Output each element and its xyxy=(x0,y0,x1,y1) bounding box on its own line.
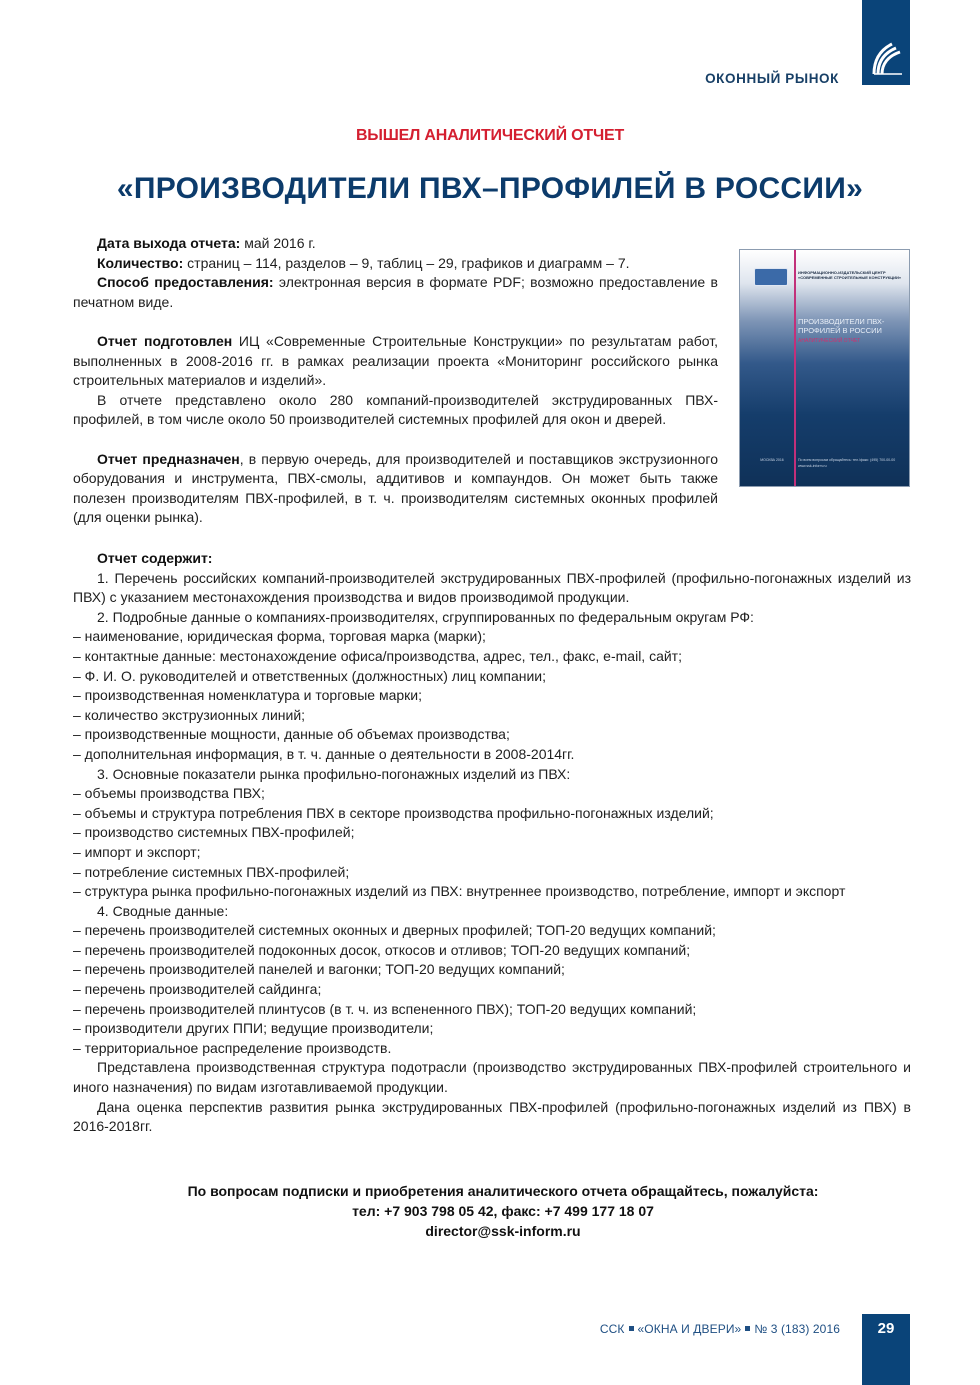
release-date: Дата выхода отчета: май 2016 г. xyxy=(97,235,316,251)
list-item: – производственные мощности, данные об объемах производства; xyxy=(73,726,510,743)
list-item: – импорт и экспорт; xyxy=(73,843,201,860)
list-item: – Ф. И. О. руководителей и ответственных (должностных) лиц компании; xyxy=(73,667,546,684)
delivery-method: Способ предоставления: электронная версия в формате PDF; возможно предоставление в печатном виде. xyxy=(73,274,718,310)
kicker: ВЫШЕЛ АНАЛИТИЧЕСКИЙ ОТЧЕТ xyxy=(355,127,625,144)
list-item: – наименование, юридическая форма, торговая марка (марки); xyxy=(73,628,486,645)
footer-issue-info: ССК «ОКНА И ДВЕРИ» № 3 (183) 2016 xyxy=(599,1322,840,1336)
cover-subtitle: АНАЛИТИЧЕСКИЙ ОТЧЕТ xyxy=(798,338,861,344)
list-item: – перечень производителей сайдинга; xyxy=(73,981,322,998)
separator-square-icon xyxy=(745,1326,750,1331)
separator-square-icon xyxy=(629,1326,634,1331)
cover-city: МОСКВА 2016 xyxy=(760,458,784,462)
list-item: 3. Основные показатели рынка профильно-погонажных изделий из ПВХ: xyxy=(97,765,571,782)
cover-accent-line xyxy=(794,250,796,486)
cover-org: ИНФОРМАЦИОННО-ИЗДАТЕЛЬСКИЙ ЦЕНТР «СОВРЕМЕННЫЕ СТРОИТЕЛЬНЫЕ КОНСТРУКЦИИ» xyxy=(798,270,902,280)
prepared-by: Отчет подготовлен ИЦ «Современные Строительные Конструкции» по результатам работ, выполненных в 2008-2016 гг. в рамках реализации проекта «Мониторинг российского рынка строительных материалов и изделий». xyxy=(73,332,718,389)
section-label: ОКОННЫЙ РЫНОК xyxy=(705,71,839,86)
cover-contacts: По всем вопросам обращайтесь: тел./факс: (495) 700-00-00 www.ssk-inform.ru xyxy=(798,458,896,468)
report-cover-image xyxy=(739,249,910,487)
contact-intro: По вопросам подписки и приобретения аналитического отчета обращайтесь, пожалуйста: xyxy=(187,1183,819,1199)
intro-block xyxy=(73,234,718,528)
list-item: 1. Перечень российских компаний-производителей экструдированных ПВХ-профилей (профильно-погонажных изделий из ПВХ) с указанием местонахождения производства и видов производимой продукции. xyxy=(73,569,911,606)
contents-block xyxy=(73,549,911,1137)
list-item: – дополнительная информация, в т. ч. данные о деятельности в 2008-2014гг. xyxy=(73,745,575,762)
list-item: – перечень производителей панелей и вагонки; ТОП-20 ведущих компаний; xyxy=(73,961,565,978)
page-count: Количество: страниц – 114, разделов – 9, таблиц – 29, графиков и диаграмм – 7. xyxy=(97,254,630,271)
cover-logo-icon xyxy=(754,268,788,286)
list-item: – потребление системных ПВХ-профилей; xyxy=(73,863,350,880)
list-item: – производители других ППИ; ведущие производители; xyxy=(73,1020,434,1037)
report-purpose: Отчет предназначен, в первую очередь, для производителей и поставщиков экструзионного оборудования и инструмента, ПВХ-смолы, аддитивов и компаундов. Он может быть также полезен производителям ПВХ-профилей, в т. ч. производителям системных оконных профилей (для оценки рынка). xyxy=(73,450,718,526)
list-item: – перечень производителей системных оконных и дверных профилей; ТОП-20 ведущих компаний; xyxy=(73,922,716,939)
list-item: – территориальное распределение производств. xyxy=(73,1039,392,1056)
outlook-paragraph: Дана оценка перспектив развития рынка экструдированных ПВХ-профилей (профильно-погонажных изделий из ПВХ) в 2016-2018гг. xyxy=(73,1098,911,1135)
page-number: 29 xyxy=(877,1320,895,1337)
list-item: – производственная номенклатура и торговые марки; xyxy=(73,687,422,704)
structure-paragraph: Представлена производственная структура подотрасли (производство экструдированных ПВХ-профилей строительного и иного назначения) по видам изготавливаемой продукции. xyxy=(73,1059,911,1096)
cover-title: ПРОИЗВОДИТЕЛИ ПВХ-ПРОФИЛЕЙ В РОССИИ xyxy=(798,317,885,335)
list-item: – перечень производителей плинтусов (в т. ч. из вспененного ПВХ); ТОП-20 ведущих компаний; xyxy=(73,1000,697,1017)
list-item: – объемы и структура потребления ПВХ в секторе производства профильно-погонажных изделий; xyxy=(73,804,714,821)
list-item: – перечень производителей подоконных досок, откосов и отливов; ТОП-20 ведущих компаний; xyxy=(73,941,691,958)
contact-email[interactable]: director@ssk-inform.ru xyxy=(425,1223,581,1239)
companies-count: В отчете представлено около 280 компаний-производителей экструдированных ПВХ-профилей, в том числе около 50 производителей системных профилей для окон и дверей. xyxy=(73,391,718,428)
list-item: 2. Подробные данные о компаниях-производителях, сгруппированных по федеральным округам РФ: xyxy=(97,608,754,625)
contact-block xyxy=(0,1181,980,1241)
list-item: – объемы производства ПВХ; xyxy=(73,785,265,802)
list-item: – количество экструзионных линий; xyxy=(73,706,306,723)
contact-phones: тел: +7 903 798 05 42, факс: +7 499 177 18 07 xyxy=(352,1203,654,1219)
list-item: – структура рынка профильно-погонажных изделий из ПВХ: внутреннее производство, потребление, импорт и экспорт xyxy=(73,883,846,900)
magazine-logo-icon xyxy=(868,36,904,76)
contents-heading: Отчет содержит: xyxy=(97,550,213,566)
headline: «ПРОИЗВОДИТЕЛИ ПВХ–ПРОФИЛЕЙ В РОССИИ» xyxy=(116,172,864,205)
list-item: 4. Сводные данные: xyxy=(97,902,229,919)
list-item: – производство системных ПВХ-профилей; xyxy=(73,824,355,841)
list-item: – контактные данные: местонахождение офиса/производства, адрес, тел., факс, e-mail, сайт; xyxy=(73,647,682,664)
